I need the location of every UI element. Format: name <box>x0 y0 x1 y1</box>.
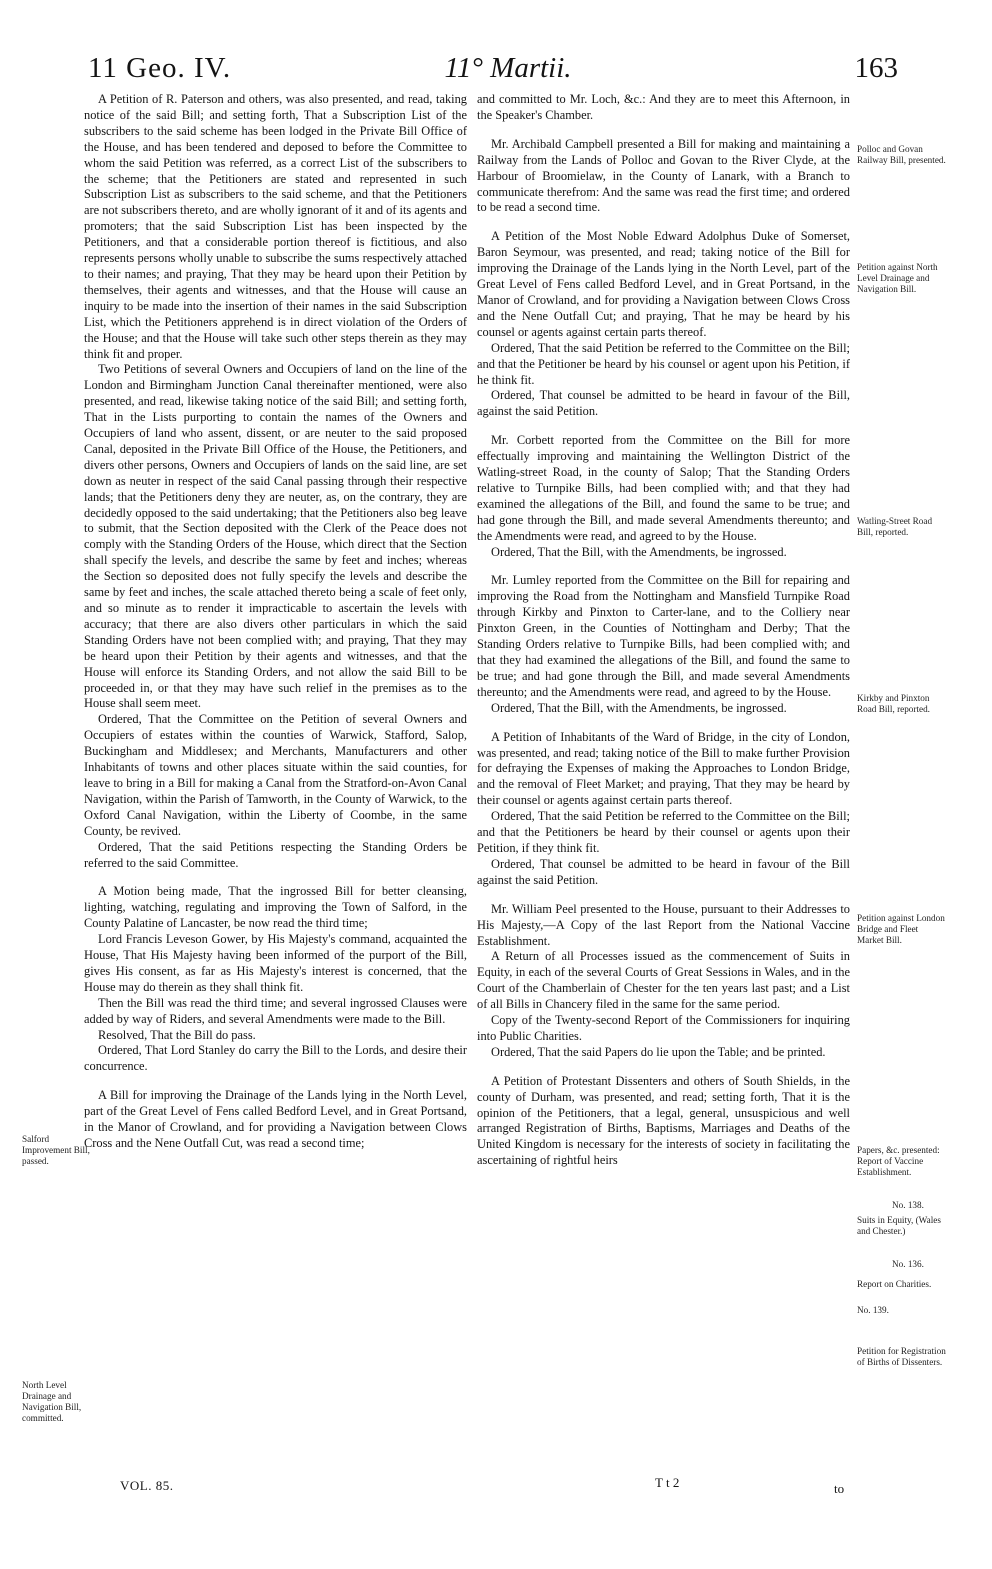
paragraph: Mr. Corbett reported from the Committee on the Bill for more effectually improving and maintaining the Wellington District of the Watling-street Road, in the county of Salop; That the Standing Orders relative to Turnpike Bills, had been complied with; and that they had examined the allegations of the Bill, and found the same to be true; and had gone through the Bill, and made several Amendments thereunto; and the Amendments were read, and agreed to by the House. <box>477 433 850 543</box>
paragraph: Mr. Lumley reported from the Committee on the Bill for repairing and improving the Road from the Nottingham and Mansfield Turnpike Road through Kirkby and Pinxton to Carter-lane, and to the Colliery near Pinxton Green, in the Counties of Nottingham and Derby; That the Standing Orders relative to Turnpike Bills, had been complied with; and that they had examined the allegations of the Bill, and found the same to be true; and had gone through the Bill, and made several Amendments thereunto; and the Amendments were read, and agreed to by the House. <box>477 573 850 699</box>
paragraph: Ordered, That the said Petition be referred to the Committee on the Bill; and that the Petitioners be heard by their counsel or agents upon their Petition, if they think fit. <box>477 809 850 855</box>
paragraph: Resolved, That the Bill do pass. <box>98 1027 256 1042</box>
paragraph: A Petition of Protestant Dissenters and others of South Shields, in the county of Durham, was presented, and read; setting forth, That it is the opinion of the Petitioners, that a legal, general, unsuspicious and well arranged Registration of Births, Baptisms, Marriages and Deaths of the United Kingdom is necessary for the interests of society in facilitating the ascertaining of rightful heirs <box>477 1073 850 1168</box>
margin-note: Petition against London Bridge and Fleet Market Bill. <box>857 913 945 945</box>
paragraph: and committed to Mr. Loch, &c.: And they are to meet this Afternoon, in the Speaker's Chamber. <box>477 92 850 122</box>
paragraph: A Petition of Inhabitants of the Ward of Bridge, in the city of London, was presented, and read; taking notice of the Bill to make further Provision for defraying the Expenses of making the Approaches to London Bridge, and the removal of Fleet Market; and praying, That they may be heard by their counsel or agents against certain parts thereof. <box>477 729 850 808</box>
paragraph: A Bill for improving the Drainage of the Lands lying in the North Level, part of the Great Level of Fens called Bedford Level, and in Great Portsand, in the Manor of Crowland, and for providing a Navigation between Clows Cross and the Nene Outfall Cut, was read a second time; <box>84 1088 467 1150</box>
paragraph: Ordered, That the said Petition be referred to the Committee on the Bill; and that the Petitioner be heard by his counsel or agent upon his Petition, if he think fit. <box>477 340 850 387</box>
paragraph: Copy of the Twenty-second Report of the Commissioners for inquiring into Public Charities. <box>477 1013 850 1043</box>
paragraph: Then the Bill was read the third time; and several ingrossed Clauses were added by way of Riders, and several Amendments were made to the Bill. <box>84 995 467 1026</box>
margin-note: No. 138. <box>892 1200 924 1210</box>
catchword: to <box>834 1481 845 1496</box>
page-header <box>88 52 898 92</box>
paragraph: A Motion being made, That the ingrossed Bill for better cleansing, lighting, watching, regulating and improving the Town of Salford, in the County Palatine of Lancaster, be now read the third time; <box>84 884 467 931</box>
paragraph: Ordered, That counsel be admitted to be heard in favour of the Bill against the said Petition. <box>477 856 850 887</box>
margin-note: Kirkby and Pinxton Road Bill, reported. <box>857 693 930 714</box>
right-column <box>477 92 850 1169</box>
margin-note: Polloc and Govan Railway Bill, presented. <box>857 144 946 165</box>
regnal-year: 11 Geo. IV. <box>88 52 232 84</box>
paragraph: Mr. William Peel presented to the House, pursuant to their Addresses to His Majesty,—A Copy of the last Report from the National Vaccine Establishment. <box>477 901 850 948</box>
paragraph: A Petition of R. Paterson and others, was also presented, and read, taking notice of the said Bill; and setting forth, That a Subscription List of the subscribers to the said scheme has been lodged in the Private Bill Office of the House, and has been tendered and deposed to before the Committee to whom the said Petition was referred, as a correct List of the subscribers to the scheme; that the Petitioners are stated and represented in such Subscription List as subscribers to the said scheme, and that the Petitioners are not subscribers thereto, and are wholly ignorant of it and of its agents and promoters; that the said Subscription List has been inspected by the Petitioners, and that a considerable portion thereof is fictitious, and also represents persons wholly unable to subscribe the sums respectively attached to their names; and praying, That they may be heard upon their Petition by themselves, their agents and witnesses, and that the House will cause an inquiry to be made into the insertion of their names in the said Subscription List, which the Petitioners apprehend is in direct violation of the Orders of the House; and that the House will take such other steps therein as they may think fit and proper. <box>84 92 467 361</box>
paragraph: A Return of all Processes issued as the commencement of Suits in Equity, in each of the several Courts of Great Sessions in Wales, and in the Court of the Chamberlain of Chester for the ten years last past; and a List of all Bills in Chancery filed in the same for the same period. <box>477 949 850 1012</box>
paragraph: Ordered, That counsel be admitted to be heard in favour of the Bill, against the said Petition. <box>477 388 850 419</box>
margin-note: Papers, &c. presented: Report of Vaccine Establishment. <box>857 1145 940 1177</box>
margin-note: No. 139. <box>857 1305 889 1315</box>
margin-note: Salford Improvement Bill, passed. <box>22 1134 90 1166</box>
signature-mark: T t 2 <box>655 1475 680 1490</box>
volume-number: VOL. 85. <box>120 1478 174 1493</box>
date-heading: 11° Martii. <box>444 52 572 84</box>
margin-note: No. 136. <box>892 1259 924 1269</box>
paragraph: Ordered, That the Bill, with the Amendments, be ingrossed. <box>491 700 787 715</box>
paragraph: Mr. Archibald Campbell presented a Bill for making and maintaining a Railway from the Lands of Polloc and Govan to the River Clyde, at the Harbour of Broomielaw, in the County of Lanark, with a Branch to communicate therefrom: And the same was read the first time; and ordered to be read a second time. <box>477 136 850 215</box>
paragraph: Two Petitions of several Owners and Occupiers of land on the line of the London and Birmingham Junction Canal thereinafter mentioned, were also presented, and read, likewise taking notice of the said Bill; and setting forth, That in the Lists purporting to contain the names of the Owners and Occupiers of land who assent, dissent, or are neuter to the said proposed Canal, deposited in the Private Bill Office of the House, the Petitioners, and divers other persons, Owners and Occupiers of lands on the said line, are set down as neuter in respect of the said Canal passing through their respective lands; that the Petitioners deny they are neuter, as, on the contrary, they are decidedly opposed to the said undertaking; that the Petitioners also beg leave to submit, that the Section deposited with the Clerk of the Peace does not comply with the Standing Orders of the House, which direct that the Section shall specify the levels, and describe the same by feet and inches; whereas the Section so deposited does not fully specify the levels and describe the same by feet and inches, the scale attached thereto being a scale of feet only, and so minute as to render it impracticable to ascertain the levels with accuracy; that there are also divers other particulars in which the said Standing Orders have not been complied with; and praying, That they may be heard upon their Petition by their agents and witnesses, and that the House will enforce its Standing Orders, and not allow the said Bill to be proceeded in, or that they may have such relief in the premises as to the House shall seem meet. <box>84 362 467 711</box>
paragraph: A Petition of the Most Noble Edward Adolphus Duke of Somerset, Baron Seymour, was presented, and read; taking notice of the Bill for improving the Drainage of the Lands lying in the North Level, part of the Great Level of Fens called Bedford Level, and in Great Portsand, in the Manor of Crowland, and for providing a Navigation between Clows Cross and the Nene Outfall Cut; and praying, That he may be heard by his counsel or agents against certain parts thereof. <box>477 229 850 339</box>
paragraph: Ordered, That the said Papers do lie upon the Table; and be printed. <box>491 1044 826 1059</box>
left-column <box>84 92 467 1152</box>
margin-note: Watling-Street Road Bill, reported. <box>857 516 933 537</box>
paragraph: Ordered, That the said Petitions respecting the Standing Orders be referred to the said Committee. <box>84 839 467 870</box>
paragraph: Ordered, That Lord Stanley do carry the Bill to the Lords, and desire their concurrence. <box>84 1043 467 1074</box>
page-number: 163 <box>854 52 898 84</box>
margin-note: Report on Charities. <box>857 1279 932 1289</box>
margin-note: North Level Drainage and Navigation Bill, committed. <box>22 1380 82 1423</box>
paragraph: Ordered, That the Bill, with the Amendments, be ingrossed. <box>491 544 787 559</box>
paragraph: Lord Francis Leveson Gower, by His Majesty's command, acquainted the House, That His Majesty having been informed of the purport of the Bill, gives His consent, as far as His Majesty's interest is concerned, that the House may do therein as they shall think fit. <box>84 932 467 994</box>
margin-note: Petition against North Level Drainage and Navigation Bill. <box>857 262 938 294</box>
margin-note: Suits in Equity, (Wales and Chester.) <box>857 1215 941 1236</box>
margin-note: Petition for Registration of Births of Dissenters. <box>857 1346 946 1367</box>
paragraph: Ordered, That the Committee on the Petition of several Owners and Occupiers of estates within the counties of Warwick, Stafford, Salop, Buckingham and Middlesex; and Merchants, Manufacturers and other Inhabitants of towns and other places situate within the said counties, for leave to bring in a Bill for making a Canal from the Stratford-on-Avon Canal Navigation, within the Parish of Tamworth, in the County of Warwick, to the Oxford Canal Navigation, within the Liberty of Coombe, in the same County, be revived. <box>84 712 467 838</box>
